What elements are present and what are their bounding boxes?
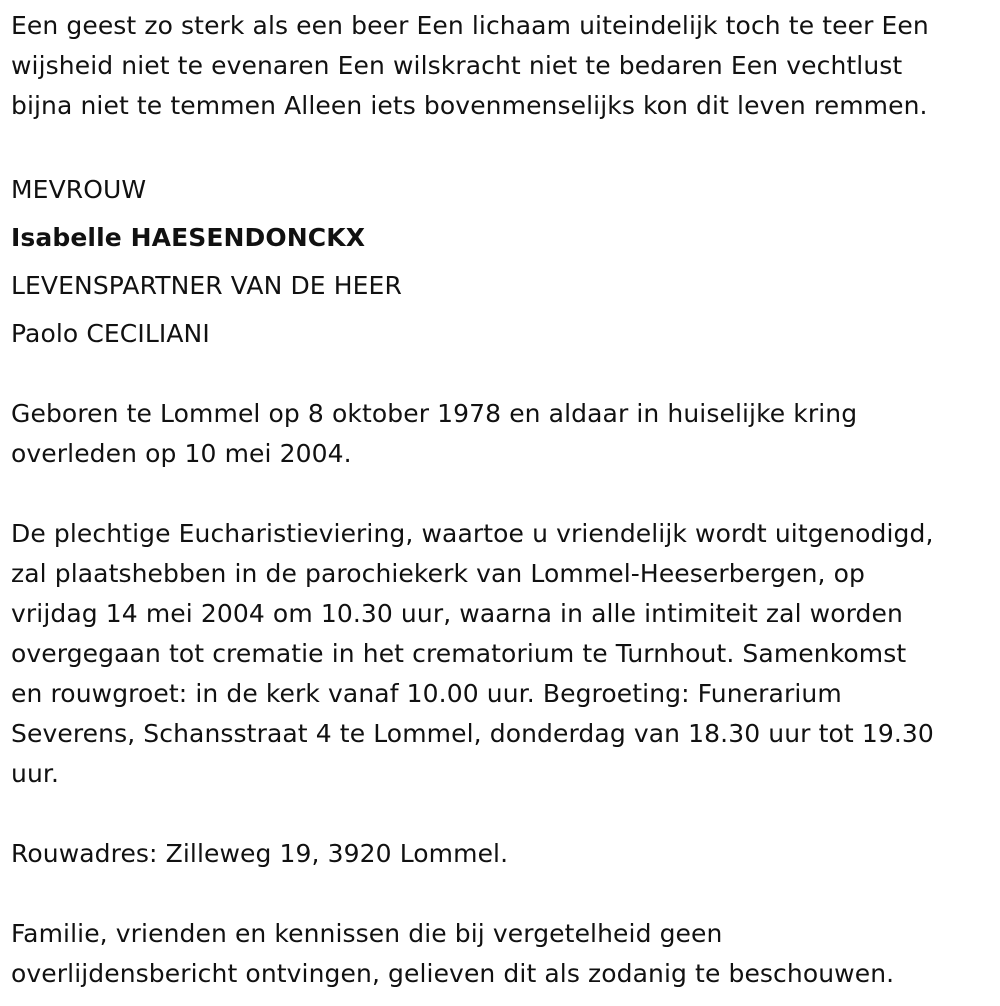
birth-death-line: Geboren te Lommel op 8 oktober 1978 en aldaar in huiselijke kring — [11, 399, 858, 428]
spacer — [11, 794, 988, 834]
ceremony-line: zal plaatshebben in de parochiekerk van Lommel-Heeserbergen, op — [11, 559, 866, 588]
ceremony-line: Severens, Schansstraat 4 te Lommel, donderdag van 18.30 uur tot 19.30 — [11, 719, 934, 748]
poem-paragraph — [11, 6, 988, 126]
birth-death-paragraph — [11, 394, 988, 474]
poem-line: bijna niet te temmen Alleen iets bovenmenselijks kon dit leven remmen. — [11, 91, 928, 120]
closing-line: overlijdensbericht ontvingen, gelieven dit als zodanig te beschouwen. — [11, 959, 895, 988]
ceremony-line: en rouwgroet: in de kerk vanaf 10.00 uur. Begroeting: Funerarium — [11, 679, 842, 708]
spacer — [11, 474, 988, 514]
announcement-block — [11, 166, 988, 358]
ceremony-line: De plechtige Eucharistieviering, waartoe u vriendelijk wordt uitgenodigd, — [11, 519, 934, 548]
mourning-address: Rouwadres: Zilleweg 19, 3920 Lommel. — [11, 839, 509, 868]
poem-line: Een geest zo sterk als een beer Een lichaam uiteindelijk toch te teer Een — [11, 11, 929, 40]
spacer — [11, 126, 988, 166]
address-paragraph — [11, 834, 988, 874]
closing-line: Familie, vrienden en kennissen die bij vergetelheid geen — [11, 919, 723, 948]
closing-paragraph — [11, 914, 988, 994]
ceremony-line: vrijdag 14 mei 2004 om 10.30 uur, waarna in alle intimiteit zal worden — [11, 599, 903, 628]
ceremony-paragraph — [11, 514, 988, 794]
spacer — [11, 358, 988, 394]
relation-label: LEVENSPARTNER VAN DE HEER — [11, 271, 402, 300]
spacer — [11, 874, 988, 914]
poem-line: wijsheid niet te evenaren Een wilskracht niet te bedaren Een vechtlust — [11, 51, 903, 80]
partner-name: Paolo CECILIANI — [11, 319, 210, 348]
ceremony-line: overgegaan tot crematie in het crematorium te Turnhout. Samenkomst — [11, 639, 907, 668]
birth-death-line: overleden op 10 mei 2004. — [11, 439, 352, 468]
deceased-name: Isabelle HAESENDONCKX — [11, 223, 366, 252]
ceremony-line: uur. — [11, 759, 60, 788]
title-label: MEVROUW — [11, 175, 147, 204]
